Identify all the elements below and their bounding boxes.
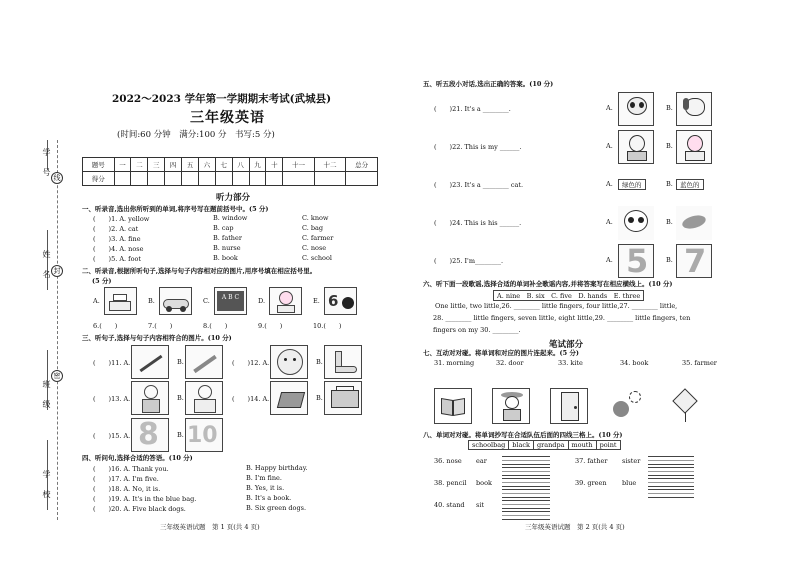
seal-line-circle: 线 [51, 172, 63, 184]
question-option-b: B. window [213, 214, 248, 222]
option-b-label: B. [177, 431, 184, 439]
four-line-writing-area[interactable] [502, 478, 550, 487]
picture-letter: A. [93, 297, 100, 305]
answer-option-a: ( )18. A. No, it is. [93, 485, 161, 493]
match-word: 34. book [620, 359, 649, 367]
section6-options: A. nine B. six C. five D. hands E. three [493, 290, 644, 301]
match-word: 35. farmer [682, 359, 717, 367]
score-cell [249, 172, 266, 186]
four-line-writing-area[interactable] [648, 467, 694, 476]
score-cell [148, 172, 165, 186]
option-a-label: A. [606, 180, 613, 188]
score-header-cell: 三 [148, 158, 165, 172]
listening-header: 听力部分 [216, 193, 251, 203]
group-word: sister [622, 457, 641, 465]
song-line-2: 28. ________ little fingers, seven little, eight little,29. ________ little fingers, ten [433, 314, 691, 322]
group-word: sit [476, 501, 485, 509]
answer-option-a: ( )20. A. Five black dogs. [93, 505, 186, 513]
digit-eight: 8 [138, 418, 159, 452]
option-a-label: A. [606, 104, 613, 112]
section1-title: 一、听录音,选出你所听到的单词,将序号写在题前括号中。(5 分) [82, 205, 269, 213]
cut-line [57, 140, 58, 520]
digit-five: 5 [626, 244, 649, 278]
section2-title: 二、听录音,根据所听句子,选择与句子内容相对应的图片,用序号填在相应括号里。 [82, 267, 317, 275]
question-sentence: ( )25. I'm________. [434, 257, 504, 265]
section8-word-box [468, 440, 621, 450]
group-word: book [476, 479, 492, 487]
option-a-label: A. [606, 256, 613, 264]
question-option-a: ( )1. A. yellow [93, 215, 150, 223]
option-b-label: B. [666, 104, 673, 112]
schoolbag-picture [324, 381, 362, 415]
four-line-writing-area[interactable] [502, 467, 550, 476]
four-line-writing-area[interactable] [648, 478, 694, 487]
score-header-cell: 一 [114, 158, 131, 172]
six-panda-picture: 6 [324, 287, 357, 315]
four-line-writing-area[interactable] [502, 500, 550, 509]
score-header-cell: 题号 [83, 158, 115, 172]
section3-title: 三、听句子,选择与句子内容相符合的图片。(10 分) [82, 334, 232, 342]
girl-picture [676, 130, 712, 164]
score-cell [232, 172, 249, 186]
group-word: ear [476, 457, 487, 465]
label-class: 班 级 [42, 380, 51, 410]
score-cell [131, 172, 148, 186]
question-number: ( )13. A. [93, 395, 131, 403]
green-label-box [618, 168, 654, 202]
option-a-label: A. [606, 218, 613, 226]
doctor-picture [185, 381, 223, 415]
seal-seal-circle: 封 [51, 265, 63, 277]
score-header-cell: 七 [215, 158, 232, 172]
section6-title: 六、听下面一段歌谣,选择合适的单词补全歌谣内容,并将答案写在相应横线上。(10 分) [423, 280, 673, 288]
panda-face-picture [618, 206, 654, 240]
label-name: 姓 名 [42, 250, 51, 280]
score-header-cell: 四 [165, 158, 182, 172]
door-picture [550, 388, 588, 424]
question-number: ( )15. A. [93, 432, 131, 440]
score-header-cell: 五 [182, 158, 199, 172]
question-option-c: C. farmer [302, 234, 334, 242]
answer-option-b: B. It's a book. [246, 494, 292, 502]
score-cell [266, 172, 283, 186]
score-table [82, 157, 378, 186]
score-cell [114, 172, 131, 186]
score-cell [314, 172, 346, 186]
question-option-c: C. nose [302, 244, 327, 252]
car-picture [159, 287, 192, 315]
grade-title: 三年级英语 [190, 110, 265, 126]
page1-footer: 三年级英语试题 第 1 页(共 4 页) [160, 523, 260, 531]
exam-title: 2022～2023 学年第一学期期末考试(武城县) [112, 93, 332, 105]
score-header-cell: 八 [232, 158, 249, 172]
answer-option-a: ( )17. A. I'm five. [93, 475, 159, 483]
option-b-label: B. [666, 142, 673, 150]
four-line-writing-area[interactable] [502, 511, 550, 520]
question-number: ( )14. A. [232, 395, 270, 403]
binding-margin [0, 0, 64, 561]
digit-seven-picture [676, 244, 712, 278]
question-option-a: ( )3. A. fine [93, 235, 141, 243]
score-cell [198, 172, 215, 186]
girl-picture [269, 287, 302, 315]
answer-blank: 8.( ) [203, 322, 228, 330]
section2-points: (5 分) [92, 277, 112, 285]
match-word: 33. kite [558, 359, 583, 367]
score-header-cell: 六 [198, 158, 215, 172]
question-option-b: B. father [213, 234, 242, 242]
digit-ten-picture [185, 418, 223, 452]
foot-picture [324, 345, 362, 379]
question-option-c: C. bag [302, 224, 324, 232]
question-option-b: B. book [213, 254, 238, 262]
question-sentence: ( )23. It's a ________ cat. [434, 181, 524, 189]
picture-letter: E. [313, 297, 320, 305]
option-a-label: A. [606, 142, 613, 150]
four-line-writing-area[interactable] [502, 489, 550, 498]
question-option-b: B. nurse [213, 244, 241, 252]
option-b-label: B. [177, 394, 184, 402]
blackboard-picture [214, 287, 247, 315]
score-header-cell: 十 [266, 158, 283, 172]
score-cell [165, 172, 182, 186]
boy-picture [618, 130, 654, 164]
box-word: black [508, 440, 533, 450]
question-number: ( )11. A. [93, 359, 131, 367]
blue-label-box [676, 168, 712, 202]
score-cell [215, 172, 232, 186]
picture-letter: D. [258, 297, 266, 305]
answer-blank: 6.( ) [93, 322, 118, 330]
question-option-c: C. know [302, 214, 329, 222]
picture-letter: C. [203, 297, 210, 305]
digit-ten: 10 [187, 423, 218, 448]
question-option-b: B. cap [213, 224, 234, 232]
group-word: 40. stand [434, 501, 465, 509]
question-option-c: C. school [302, 254, 332, 262]
score-cell [283, 172, 315, 186]
question-number: ( )12. A. [232, 359, 270, 367]
question-sentence: ( )24. This is his ______. [434, 219, 522, 227]
picture-letter: B. [148, 297, 155, 305]
nurse-picture [131, 381, 169, 415]
dog-picture [676, 92, 712, 126]
score-header-cell: 九 [249, 158, 266, 172]
option-b-label: B. [316, 358, 323, 366]
score-header-cell: 二 [131, 158, 148, 172]
birthday-cake-picture [104, 287, 137, 315]
four-line-writing-area[interactable] [648, 456, 694, 465]
farmer-picture [492, 388, 530, 424]
blue-label: 蓝色的 [676, 179, 704, 190]
score-cell [346, 172, 378, 186]
match-word: 31. morning [434, 359, 475, 367]
book-picture [434, 388, 472, 424]
section7-title: 七、互动对对碰。将单词和对应的图片连起来。(5 分) [423, 349, 579, 357]
song-line-1: One little, two little,26. ________ little fingers, four little,27. ________ little, [435, 302, 678, 310]
group-word: 38. pencil [434, 479, 467, 487]
pencil-picture [185, 345, 223, 379]
blackboard-text: A B C [217, 291, 244, 311]
answer-blank: 7.( ) [148, 322, 173, 330]
group-word: 37. father [575, 457, 608, 465]
rooster-sun-picture [608, 388, 646, 424]
answer-option-a: ( )19. A. It's in the blue bag. [93, 495, 197, 503]
seal-mi-circle: 密 [51, 370, 63, 382]
answer-blank: 10.( ) [313, 322, 342, 330]
label-school: 学 校 [42, 470, 51, 500]
page2-footer: 三年级英语试题 第 2 页(共 4 页) [525, 523, 625, 531]
green-label: 绿色的 [618, 179, 646, 190]
digit-five-picture [618, 244, 654, 278]
group-word: blue [622, 479, 637, 487]
four-line-writing-area[interactable] [648, 489, 694, 498]
box-picture [270, 381, 308, 415]
four-line-writing-area[interactable] [502, 456, 550, 465]
option-b-label: B. [666, 256, 673, 264]
face-picture [270, 345, 308, 379]
option-b-label: B. [177, 358, 184, 366]
song-line-3: fingers on my 30. ________. [433, 326, 521, 334]
score-header-cell: 十二 [314, 158, 346, 172]
group-word: 36. nose [434, 457, 462, 465]
option-b-label: B. [666, 180, 673, 188]
box-word: point [596, 440, 621, 450]
digit-seven: 7 [684, 244, 707, 278]
match-word: 32. door [496, 359, 524, 367]
score-cell [182, 172, 199, 186]
exam-info: (时间:60 分钟 满分:100 分 书写:5 分) [117, 130, 275, 140]
question-option-a: ( )4. A. nose [93, 245, 144, 253]
ear-picture [676, 206, 712, 240]
answer-blank: 9.( ) [258, 322, 283, 330]
pen-picture [131, 345, 169, 379]
answer-option-b: B. Happy birthday. [246, 464, 308, 472]
digit-eight-picture [131, 418, 169, 452]
score-header-cell: 总分 [346, 158, 378, 172]
option-b-label: B. [666, 218, 673, 226]
box-word: grandpa [533, 440, 568, 450]
option-b-label: B. [316, 394, 323, 402]
box-word: mouth [568, 440, 596, 450]
section5-title: 五、听五段小对话,选出正确的答案。(10 分) [423, 80, 554, 88]
answer-option-b: B. Six green dogs. [246, 504, 307, 512]
question-option-a: ( )5. A. foot [93, 255, 142, 263]
section4-title: 四、听问句,选择合适的答语。(10 分) [82, 454, 193, 462]
panda-picture [618, 92, 654, 126]
question-sentence: ( )21. It's a ________. [434, 105, 511, 113]
question-option-a: ( )2. A. cat [93, 225, 139, 233]
answer-option-b: B. Yes, it is. [246, 484, 285, 492]
writing-header: 笔试部分 [549, 340, 584, 350]
score-label: 得分 [83, 172, 115, 186]
question-sentence: ( )22. This is my ______. [434, 143, 522, 151]
box-word: schoolbag [468, 440, 508, 450]
answer-option-b: B. I'm fine. [246, 474, 282, 482]
label-student-number: 学 号 [42, 148, 51, 178]
score-header-cell: 十一 [283, 158, 315, 172]
answer-option-a: ( )16. A. Thank you. [93, 465, 169, 473]
kite-picture [666, 388, 704, 424]
group-word: 39. green [575, 479, 607, 487]
section8-title: 八、单词对对碰。将单词抄写在合适队伍后面的四线三格上。(10 分) [423, 431, 623, 439]
